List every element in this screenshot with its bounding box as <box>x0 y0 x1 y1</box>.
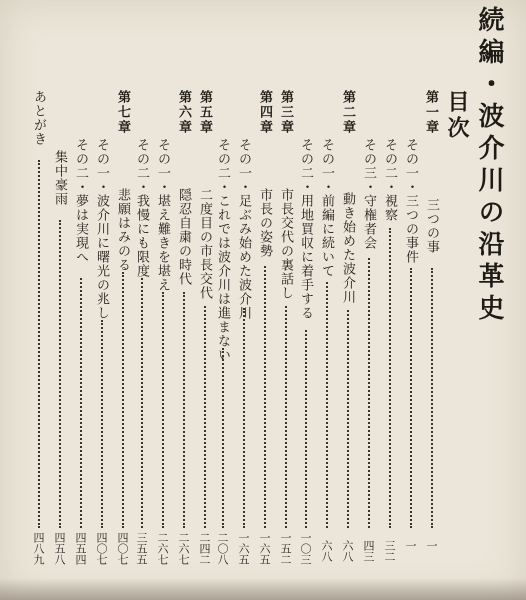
toc-entry-text: 市長交代の裏話し <box>278 188 293 300</box>
toc-leader <box>204 306 206 528</box>
toc-page-number: 四〇七 <box>95 532 108 565</box>
toc-page-number: 六八 <box>341 540 354 562</box>
toc-entry-text: 動き始めた波介川 <box>340 192 355 304</box>
page-edge-shadow <box>0 578 526 600</box>
toc-page-number: 四五八 <box>53 532 66 565</box>
toc-leader <box>410 268 412 528</box>
toc-entry-text: その一・足ぶみ始めた波介川 <box>236 138 251 320</box>
toc-leader <box>59 220 61 528</box>
toc-entry-text: その二・これでは波介川は進まない <box>215 138 230 362</box>
toc-chapter: 第六章 <box>176 90 191 135</box>
toc-entry-text: その二・我慢にも限度 <box>134 138 149 278</box>
toc-leader <box>222 348 224 528</box>
toc-chapter: 第二章 <box>340 90 355 135</box>
toc-page-number: 二六七 <box>156 532 169 565</box>
book-title: 続編・波介川の沿革史 <box>474 6 504 326</box>
toc-leader <box>101 320 103 528</box>
toc-leader <box>285 306 287 528</box>
toc-entry-text: その一・三つの事件 <box>403 138 418 264</box>
toc-entry-text: 二度目の市長交代 <box>197 188 212 300</box>
toc-page-number: 四〇七 <box>116 532 129 565</box>
toc-page-number: 二四二 <box>198 532 211 565</box>
toc-leader <box>38 160 40 528</box>
toc-entry-text: 市長の姿勢 <box>257 188 272 258</box>
toc-entry-text: その一・前編に続いて <box>319 138 334 278</box>
toc-page-number: 六八 <box>320 540 333 562</box>
toc-entry-text: その三・守権者会 <box>361 138 376 250</box>
toc-entry-text: その二・視察 <box>382 138 397 222</box>
toc-entry-text: その二・夢は実現へ <box>73 138 88 264</box>
toc-page-number: 一 <box>404 540 417 551</box>
toc-entry-text: その二・用地買収に着手する <box>298 138 313 320</box>
toc-leader <box>305 330 307 528</box>
toc-entry-text: 悲願はみのる <box>115 188 130 272</box>
toc-leader <box>326 282 328 528</box>
toc-page-number: 一六五 <box>258 532 271 565</box>
toc-entry-text: 集中豪雨 <box>52 150 67 206</box>
toc-entry-text: その一・波介川に曙光の兆し <box>94 138 109 320</box>
toc-leader <box>183 292 185 528</box>
toc-chapter: 第五章 <box>197 90 212 135</box>
toc-page-number: 一〇三 <box>299 532 312 565</box>
toc-page-number: 二〇八 <box>216 532 229 565</box>
toc-entry-text: 三つの事 <box>424 198 439 254</box>
toc-leader <box>264 266 266 528</box>
toc-leader <box>389 228 391 528</box>
toc-chapter: 第一章 <box>423 90 438 135</box>
toc-page-number: 四三 <box>362 540 375 562</box>
toc-page-number: 一 <box>425 540 438 551</box>
toc-chapter: 第四章 <box>257 90 272 135</box>
toc-leader <box>431 268 433 528</box>
toc-leader <box>80 278 82 528</box>
toc-chapter: 第三章 <box>278 90 293 135</box>
toc-entry-text: その一・堪え難きを堪え <box>155 138 170 292</box>
toc-page-number: 四五四 <box>74 532 87 565</box>
toc-leader <box>141 278 143 528</box>
toc-page-number: 四八九 <box>32 532 45 565</box>
toc-entry-text: 隠忍自粛の時代 <box>176 188 191 286</box>
toc-page-number: 三五五 <box>135 532 148 565</box>
toc-leader <box>243 308 245 528</box>
toc-leader <box>347 310 349 528</box>
toc-chapter: 第七章 <box>115 90 130 135</box>
toc-leader <box>162 292 164 528</box>
toc-leader <box>122 272 124 528</box>
toc-entry-text: あとがき <box>31 90 46 146</box>
toc-heading: 目次 <box>444 90 470 142</box>
toc-leader <box>368 258 370 528</box>
toc-page-number: 二六七 <box>177 532 190 565</box>
toc-page-number: 一六五 <box>237 532 250 565</box>
toc-page-number: 一五二 <box>279 532 292 565</box>
toc-page-number: 三二 <box>383 540 396 562</box>
